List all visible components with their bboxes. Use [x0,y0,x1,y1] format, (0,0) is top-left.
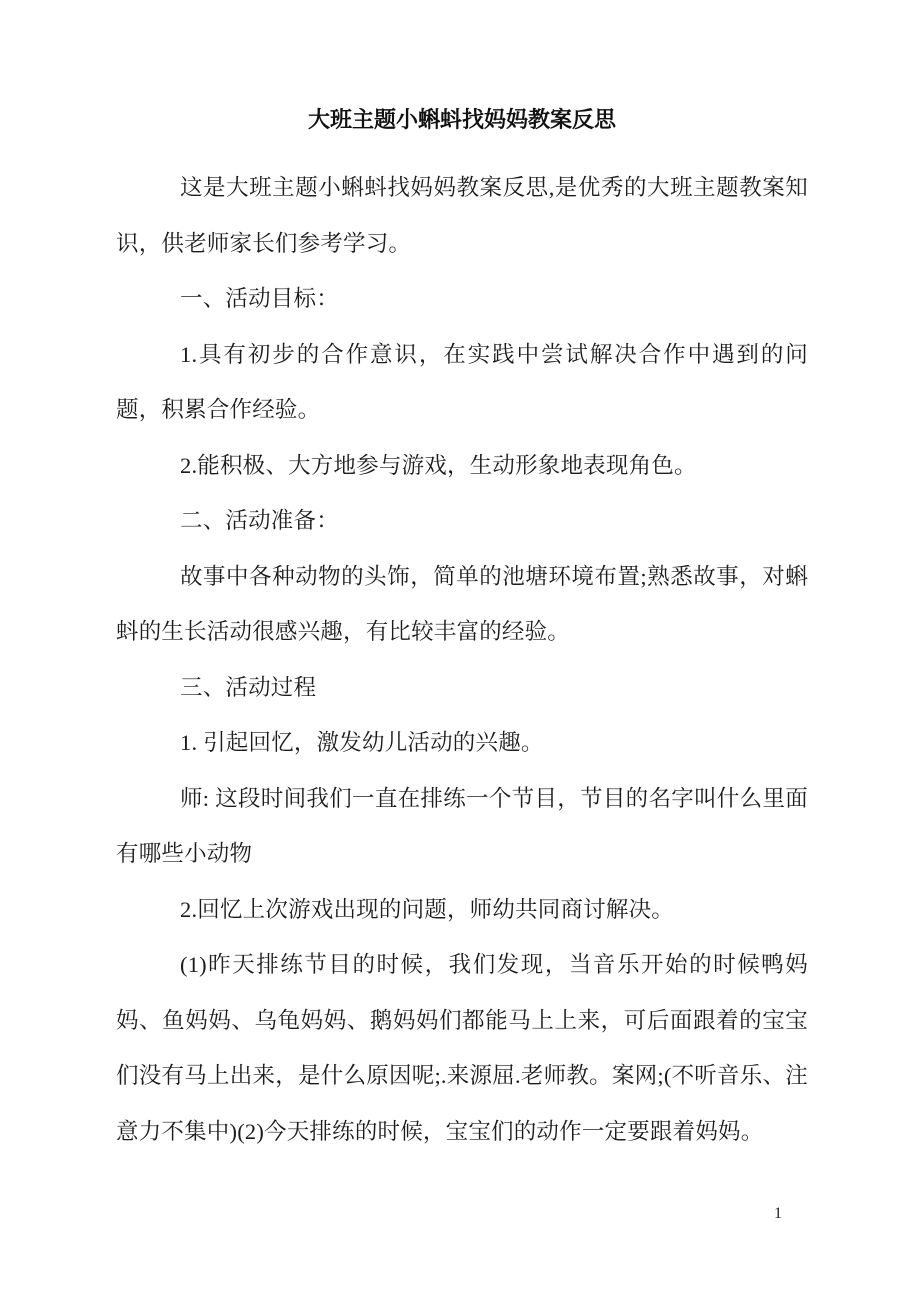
document-title: 大班主题小蝌蚪找妈妈教案反思 [307,107,616,132]
goal-item-2: 2.能积极、大方地参与游戏，生动形象地表现角色。 [180,452,697,478]
teacher-dialogue-line: 师: 这段时间我们一直在排练一个节目，节目的名字叫什么里面有哪些小动物 [116,785,808,866]
goal-item-1: 1.具有初步的合作意识，在实践中尝试解决合作中遇到的问题，积累合作经验。 [116,341,808,422]
document-content [116,94,808,1159]
preparation-paragraph: 故事中各种动物的头饰，简单的池塘环境布置;熟悉故事，对蝌蚪的生长活动很感兴趣，有比较丰富的经验。 [116,563,808,644]
process-step-2: 2.回忆上次游戏出现的问题，师幼共同商讨解决。 [180,896,674,922]
heading-activity-goals: 一、活动目标： [180,286,339,311]
heading-activity-preparation: 二、活动准备： [180,508,339,533]
process-detail-paragraph: (1)昨天排练节目的时候，我们发现，当音乐开始的时候鸭妈妈、鱼妈妈、乌龟妈妈、鹅妈妈们都能马上上来，可后面跟着的宝宝们没有马上出来，是什么原因呢;.来源屈.老师教。案网;(不听音乐、注意力不集中)(2)今天排练的时候，宝宝们的动作一定要跟着妈妈。 [116,952,808,1144]
process-step-1: 1. 引起回忆，激发幼儿活动的兴趣。 [180,730,544,755]
intro-paragraph: 这是大班主题小蝌蚪找妈妈教案反思,是优秀的大班主题教案知识，供老师家长们参考学习。 [116,175,808,256]
heading-activity-process: 三、活动过程 [180,674,317,700]
page-number: 1 [774,1205,782,1222]
